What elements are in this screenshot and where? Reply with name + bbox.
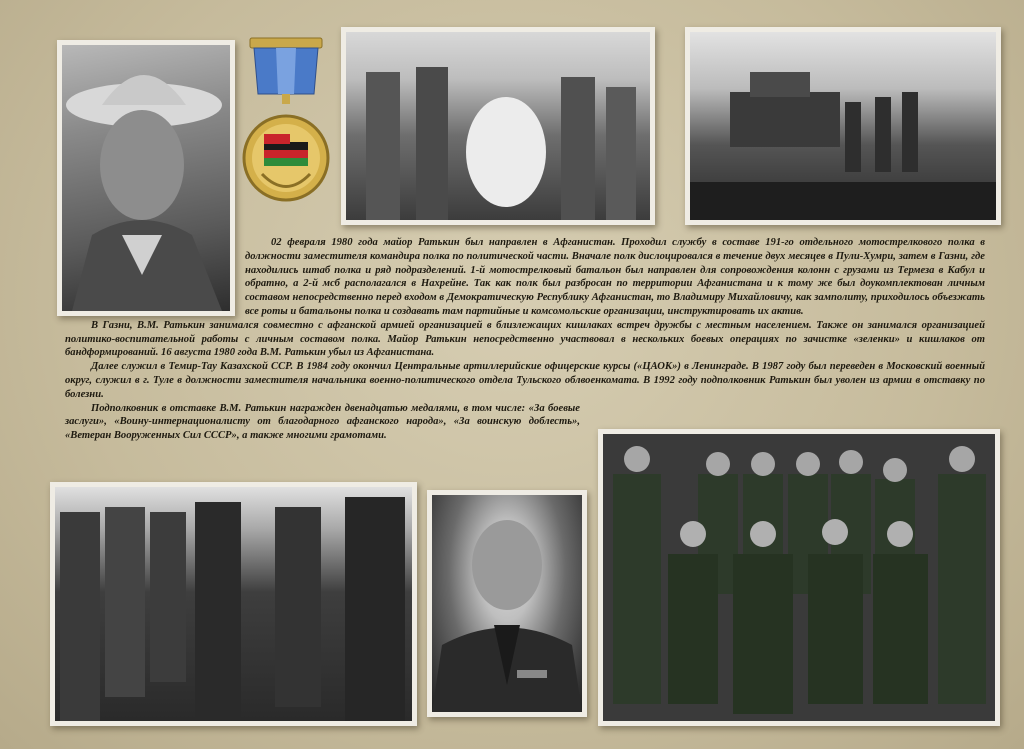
troops-figures <box>346 32 650 220</box>
medal-icon <box>240 34 332 214</box>
officers-figures <box>55 487 412 721</box>
portrait-uniform-figure <box>432 495 582 712</box>
armored-vehicle-photo <box>685 27 1001 225</box>
portrait-officer-uniform-photo <box>427 490 587 717</box>
group-figures <box>603 434 995 721</box>
winter-officers-photo <box>50 482 417 726</box>
soldiers-with-afghans-photo <box>341 27 655 225</box>
paragraph-4: Подполковник в отставке В.М. Ратькин награжден двенадцатью медалями, в том числе: «За боевые заслуги», «Воину-интернационалисту от благодарного афганского народа», «За воинскую доблесть», «Ветеран Вооруженных Сил СССР», а также многими грамотами. <box>65 402 580 442</box>
paragraph-1: 02 февраля 1980 года майор Ратькин был направлен в Афганистан. Проходил службу в составе 191-го отдельного мотострелкового полка в должности заместителя командира полка по политической части. Вначале полк дислоцировался в течение двух месяцев в Пули-Хумри, затем в Газни, где находились штаб полка и ряд подразделений. 1-й мотострелковый батальон был направлен для сопровождения колонн с грузами из Термеза в Кабул и обратно, а 2-й мсб располагался в Нахрейне. Так как полк был разбросан по территории Афганистана и к тому же был доукомплектован личным составом непосредственно перед входом в Демократическую Республику Афганистан, то Владимиру Михайловичу, как замполиту, приходилось объезжать все роты и батальоны полка и создавать там партийные и комсомольские организации, инструктировать их актив. <box>245 237 985 317</box>
paragraph-2: В Газни, В.М. Ратькин занимался совместно с афганской армией организацией в близлежащих кишлаках встреч дружбы с местным населением. Также он занимался организацией политико-воспитательной работы с личным составом полка. Майор Ратькин непосредственно участвовал в нескольких боевых операциях по зачистке «зеленки» и кишлаков от бандформирований. 16 августа 1980 года В.М. Ратькин убыл из Афганистана. <box>65 319 985 359</box>
vehicle-scene <box>690 32 996 220</box>
biography-text <box>65 236 985 443</box>
paragraph-3: Далее служил в Темир-Тау Казахской ССР. В 1984 году окончил Центральные артиллерийские офицерские курсы («ЦАОК») в Ленинграде. В 1987 году был переведен в Московский военный округ, служил в г. Туле в должности заместителя начальника военно-политического отдела Тульского облвоенкомата. В 1992 году подполковник Ратькин был уволен из армии в отставку по болезни. <box>65 361 985 400</box>
uniformed-group-photo <box>598 429 1000 726</box>
